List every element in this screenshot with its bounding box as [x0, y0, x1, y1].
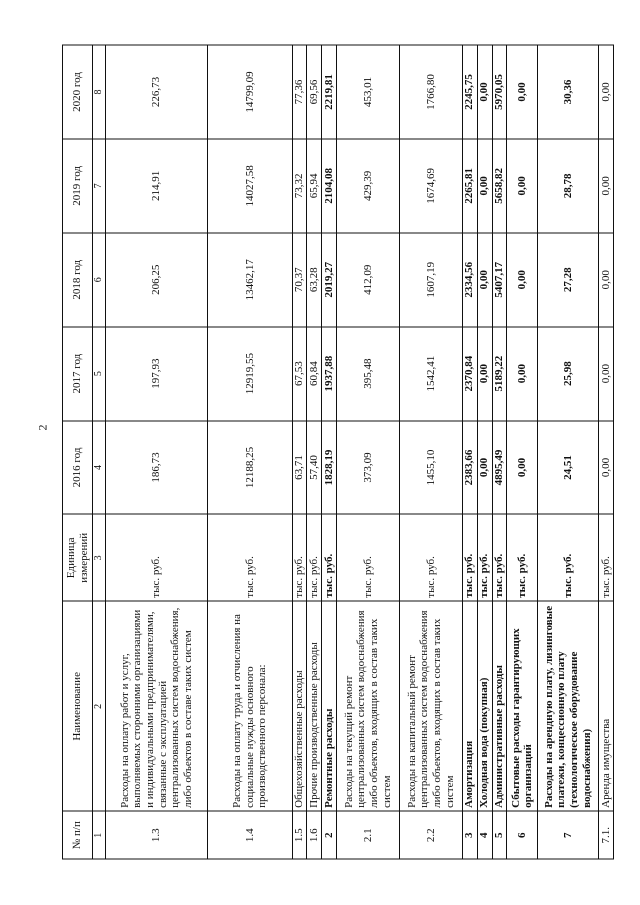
value-cell: 63,28 [307, 233, 322, 327]
row-number-cell: 1.5 [292, 811, 307, 859]
row-name-cell: Прочие производственные расходы [307, 601, 322, 811]
table-row [292, 45, 307, 859]
row-number-cell: 7.1. [598, 811, 613, 859]
index-cell: 2 [93, 601, 106, 811]
value-cell: 12919,55 [208, 327, 293, 421]
row-number-cell: 2.1 [337, 811, 400, 859]
table-row [337, 45, 400, 859]
value-cell: 70,37 [292, 233, 307, 327]
row-unit-cell: тыс. руб. [462, 514, 477, 601]
value-cell: 373,09 [337, 421, 400, 515]
value-cell: 0,00 [507, 421, 538, 515]
value-cell: 77,36 [292, 45, 307, 139]
row-number-cell: 4 [477, 811, 492, 859]
header-cell: 2017 год [63, 327, 93, 421]
table-row [537, 45, 598, 859]
value-cell: 12188,25 [208, 421, 293, 515]
index-cell: 1 [93, 811, 106, 859]
value-cell: 4895,49 [492, 421, 507, 515]
value-cell: 2370,84 [462, 327, 477, 421]
value-cell: 5407,17 [492, 233, 507, 327]
row-number-cell: 5 [492, 811, 507, 859]
value-cell: 2019,27 [322, 233, 337, 327]
value-cell: 412,09 [337, 233, 400, 327]
value-cell: 30,36 [537, 45, 598, 139]
row-unit-cell: тыс. руб. [208, 514, 293, 601]
value-cell: 1674,69 [399, 139, 462, 233]
table-row [208, 45, 293, 859]
index-cell: 6 [93, 233, 106, 327]
row-name-cell: Расходы на арендную плату, лизинговые платежи, концессионную плату (технологическое оборудование водоснабжения) [537, 601, 598, 811]
value-cell: 453,01 [337, 45, 400, 139]
row-number-cell: 6 [507, 811, 538, 859]
row-unit-cell: тыс. руб. [106, 514, 208, 601]
row-number-cell: 1.4 [208, 811, 293, 859]
value-cell: 5970,05 [492, 45, 507, 139]
row-unit-cell: тыс. руб. [492, 514, 507, 601]
row-name-cell: Амортизация [462, 601, 477, 811]
row-number-cell: 2.2 [399, 811, 462, 859]
value-cell: 0,00 [477, 45, 492, 139]
row-unit-cell: тыс. руб. [477, 514, 492, 601]
value-cell: 2245,75 [462, 45, 477, 139]
row-unit-cell: тыс. руб. [307, 514, 322, 601]
row-number-cell: 1.3 [106, 811, 208, 859]
table-row [322, 45, 337, 859]
value-cell: 206,25 [106, 233, 208, 327]
table-row [477, 45, 492, 859]
value-cell: 57,40 [307, 421, 322, 515]
value-cell: 0,00 [477, 139, 492, 233]
table-row [462, 45, 477, 859]
value-cell: 1607,19 [399, 233, 462, 327]
value-cell: 24,51 [537, 421, 598, 515]
table-body [106, 45, 614, 859]
value-cell: 14799,09 [208, 45, 293, 139]
value-cell: 0,00 [507, 139, 538, 233]
value-cell: 5189,22 [492, 327, 507, 421]
value-cell: 197,93 [106, 327, 208, 421]
value-cell: 0,00 [477, 233, 492, 327]
row-unit-cell: тыс. руб. [292, 514, 307, 601]
value-cell: 63,71 [292, 421, 307, 515]
header-cell: 2020 год [63, 45, 93, 139]
row-name-cell: Аренда имущества [598, 601, 613, 811]
value-cell: 2383,66 [462, 421, 477, 515]
header-cell: № п/п [63, 811, 93, 859]
value-cell: 0,00 [477, 421, 492, 515]
value-cell: 186,73 [106, 421, 208, 515]
value-cell: 1455,10 [399, 421, 462, 515]
value-cell: 395,48 [337, 327, 400, 421]
table-container [62, 45, 614, 860]
value-cell: 0,00 [477, 327, 492, 421]
row-number-cell: 1.6 [307, 811, 322, 859]
table-row [307, 45, 322, 859]
value-cell: 28,78 [537, 139, 598, 233]
value-cell: 69,56 [307, 45, 322, 139]
index-cell: 5 [93, 327, 106, 421]
value-cell: 0,00 [598, 421, 613, 515]
row-unit-cell: тыс. руб. [399, 514, 462, 601]
row-name-cell: Сбытовые расходы гарантирующих организаций [507, 601, 538, 811]
index-cell: 4 [93, 421, 106, 515]
value-cell: 214,91 [106, 139, 208, 233]
value-cell: 25,98 [537, 327, 598, 421]
row-name-cell: Расходы на капитальный ремонт централизованных систем водоснабжения либо объектов, входящих в состав таких систем [399, 601, 462, 811]
index-cell: 7 [93, 139, 106, 233]
value-cell: 14027,58 [208, 139, 293, 233]
table-row [399, 45, 462, 859]
value-cell: 1766,80 [399, 45, 462, 139]
header-cell: 2019 год [63, 139, 93, 233]
value-cell: 0,00 [598, 139, 613, 233]
table-row [492, 45, 507, 859]
index-row [93, 45, 106, 859]
row-unit-cell: тыс. руб. [537, 514, 598, 601]
row-number-cell: 3 [462, 811, 477, 859]
value-cell: 1828,19 [322, 421, 337, 515]
value-cell: 0,00 [598, 45, 613, 139]
row-unit-cell: тыс. руб. [322, 514, 337, 601]
value-cell: 27,28 [537, 233, 598, 327]
value-cell: 0,00 [598, 233, 613, 327]
value-cell: 1542,41 [399, 327, 462, 421]
row-name-cell: Холодная вода (покупная) [477, 601, 492, 811]
index-cell: 8 [93, 45, 106, 139]
row-name-cell: Ремонтные расходы [322, 601, 337, 811]
value-cell: 2219,81 [322, 45, 337, 139]
value-cell: 0,00 [598, 327, 613, 421]
row-name-cell: Общехозяйственные расходы [292, 601, 307, 811]
value-cell: 65,94 [307, 139, 322, 233]
row-unit-cell: тыс. руб. [507, 514, 538, 601]
row-unit-cell: тыс. руб. [598, 514, 613, 601]
value-cell: 5658,82 [492, 139, 507, 233]
table-row [507, 45, 538, 859]
row-unit-cell: тыс. руб. [337, 514, 400, 601]
value-cell: 67,53 [292, 327, 307, 421]
header-cell: 2016 год [63, 421, 93, 515]
value-cell: 0,00 [507, 233, 538, 327]
value-cell: 73,32 [292, 139, 307, 233]
value-cell: 226,73 [106, 45, 208, 139]
header-cell: Единица измерений [63, 514, 93, 601]
header-cell: Наименование [63, 601, 93, 811]
value-cell: 60,84 [307, 327, 322, 421]
header-row [63, 45, 93, 859]
row-name-cell: Расходы на оплату работ и услуг, выполняемых сторонними организациями и индивидуальными предпринимателями, связанные с эксплуатацией централизованных систем водоснабжения, либо объектов в составе таких систем [106, 601, 208, 811]
value-cell: 0,00 [507, 45, 538, 139]
table-row [106, 45, 208, 859]
page-number: 2 [35, 424, 50, 431]
row-number-cell: 2 [322, 811, 337, 859]
value-cell: 2334,56 [462, 233, 477, 327]
header-cell: 2018 год [63, 233, 93, 327]
value-cell: 1937,88 [322, 327, 337, 421]
index-cell: 3 [93, 514, 106, 601]
value-cell: 0,00 [507, 327, 538, 421]
table-row [598, 45, 613, 859]
row-name-cell: Административные расходы [492, 601, 507, 811]
cost-table [62, 45, 614, 860]
value-cell: 2104,08 [322, 139, 337, 233]
row-name-cell: Расходы на текущий ремонт централизованных систем водоснабжения либо объектов, входящих в состав таких систем [337, 601, 400, 811]
row-number-cell: 7 [537, 811, 598, 859]
value-cell: 429,39 [337, 139, 400, 233]
value-cell: 2265,81 [462, 139, 477, 233]
value-cell: 13462,17 [208, 233, 293, 327]
row-name-cell: Расходы на оплату труда и отчисления на социальные нужды основного производственного персонала: [208, 601, 293, 811]
